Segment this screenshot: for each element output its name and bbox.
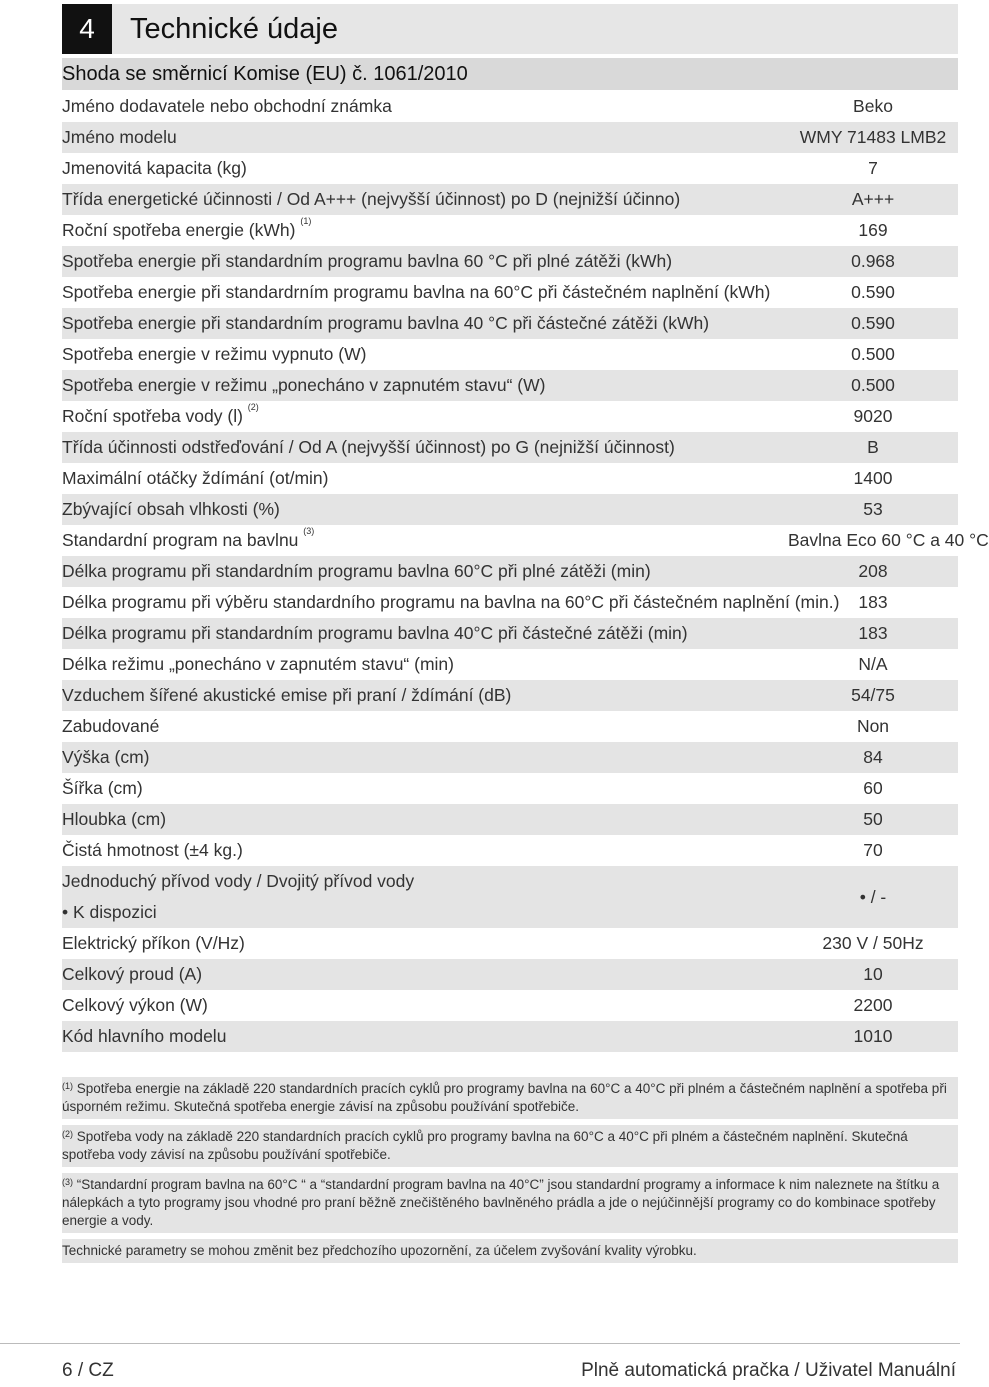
spec-label <box>62 370 762 401</box>
spec-label-text: Roční spotřeba vody (l) <box>62 406 243 426</box>
spec-label <box>62 246 762 277</box>
section-header <box>62 4 958 54</box>
spec-label-text: Celkový výkon (W) <box>62 995 208 1015</box>
footnote-ref: (1) <box>300 216 312 226</box>
spec-label-text: Délka režimu „ponecháno v zapnutém stavu“ (min) <box>62 654 454 674</box>
spec-value: 1400 <box>853 468 893 488</box>
spec-row <box>62 649 958 680</box>
spec-label-text: Čistá hmotnost (±4 kg.) <box>62 840 243 860</box>
spec-label-text: Spotřeba energie v režimu „ponecháno v zapnutém stavu“ (W) <box>62 375 546 395</box>
spec-label-text: Kód hlavního modelu <box>62 1026 227 1046</box>
spec-value: B <box>867 437 879 457</box>
spec-label <box>62 432 762 463</box>
spec-row <box>62 525 989 556</box>
spec-value: 54/75 <box>851 685 895 705</box>
spec-value: 208 <box>858 561 888 581</box>
compliance-heading <box>62 58 958 90</box>
spec-label-text: Spotřeba energie v režimu vypnuto (W) <box>62 344 367 364</box>
footnote-ref: (2) <box>247 402 259 412</box>
spec-value: 10 <box>863 964 883 984</box>
spec-value: 0.590 <box>851 313 895 333</box>
spec-label-text: Třída účinnosti odstřeďování / Od A (nejvyšší účinnost) po G (nejnižší účinnost) <box>62 437 675 457</box>
spec-label-text: Spotřeba energie při standardním programu bavlna 60 °C při plné zátěži (kWh) <box>62 251 673 271</box>
spec-value: 169 <box>858 220 888 240</box>
spec-label-text: Celkový proud (A) <box>62 964 203 984</box>
spec-label <box>62 463 762 494</box>
spec-value: N/A <box>858 654 888 674</box>
spec-value: A+++ <box>851 189 895 209</box>
spec-value: 0.590 <box>851 282 895 302</box>
footnote-marker: (1) <box>62 1081 73 1091</box>
footnote-marker: (2) <box>62 1129 73 1139</box>
spec-value: WMY 71483 LMB2 <box>799 127 947 147</box>
spec-label-text: Standardní program na bavlnu <box>62 530 299 550</box>
spec-label <box>62 773 762 804</box>
spec-row <box>62 959 958 990</box>
spec-label-subtext: • K dispozici <box>62 902 157 922</box>
spec-row <box>62 401 958 432</box>
page-number: 6 / CZ <box>62 1360 114 1381</box>
spec-row <box>62 587 958 618</box>
footnote-ref: (3) <box>303 526 315 536</box>
spec-row <box>62 742 958 773</box>
spec-row <box>62 1021 958 1052</box>
compliance-text: Shoda se směrnicí Komise (EU) č. 1061/2010 <box>62 63 468 85</box>
spec-row <box>62 184 958 215</box>
spec-label <box>62 494 762 525</box>
spec-table <box>62 91 989 1052</box>
spec-label-text: Hloubka (cm) <box>62 809 167 829</box>
spec-label-text: Délka programu při standardním programu bavlna 40°C při částečné zátěži (min) <box>62 623 688 643</box>
spec-label-text: Šířka (cm) <box>62 778 143 798</box>
spec-label-text: Elektrický příkon (V/Hz) <box>62 933 245 953</box>
spec-label-text: Třída energetické účinnosti / Od A+++ (nejvyšší účinnost) po D (nejnižší účinno) <box>62 189 681 209</box>
spec-row <box>62 339 958 370</box>
spec-label <box>62 122 762 153</box>
spec-label <box>62 742 762 773</box>
spec-row <box>62 122 958 153</box>
spec-row <box>62 804 958 835</box>
footer-divider <box>0 1343 960 1344</box>
spec-row <box>62 91 958 122</box>
spec-value: 0.500 <box>851 375 895 395</box>
spec-row <box>62 773 958 804</box>
spec-label-text: Délka programu při výběru standardního programu na bavlna na 60°C při částečném naplnění (min.) <box>62 592 840 612</box>
spec-label <box>62 91 762 122</box>
spec-label-text: Délka programu při standardním programu bavlna 60°C při plné zátěži (min) <box>62 561 651 581</box>
spec-row <box>62 835 958 866</box>
spec-value: 183 <box>858 623 888 643</box>
spec-label <box>62 928 762 959</box>
spec-row <box>62 277 958 308</box>
spec-label-text: Zabudované <box>62 716 160 736</box>
spec-label <box>62 339 762 370</box>
spec-label <box>62 959 762 990</box>
spec-row <box>62 370 958 401</box>
spec-value: Beko <box>853 96 893 116</box>
spec-label <box>62 153 762 184</box>
spec-row <box>62 680 958 711</box>
spec-label <box>62 990 762 1021</box>
spec-row <box>62 494 958 525</box>
spec-label-text: Jméno dodavatele nebo obchodní známka <box>62 96 392 116</box>
spec-label <box>62 866 762 928</box>
spec-row <box>62 246 958 277</box>
spec-value: Non <box>856 716 890 736</box>
footnote <box>62 1173 958 1233</box>
spec-row <box>62 463 958 494</box>
spec-row <box>62 618 958 649</box>
spec-row <box>62 308 958 339</box>
spec-value: Bavlna Eco 60 °C a 40 °C <box>788 530 989 550</box>
spec-label-text: Maximální otáčky ždímání (ot/min) <box>62 468 329 488</box>
footnote-marker: (3) <box>62 1177 73 1187</box>
spec-row <box>62 866 958 928</box>
spec-label <box>62 308 762 339</box>
spec-label <box>62 277 771 308</box>
spec-label-text: Zbývající obsah vlhkosti (%) <box>62 499 280 519</box>
disclaimer: Technické parametry se mohou změnit bez předchozího upozornění, za účelem zvyšování kvality výrobku. <box>62 1239 958 1263</box>
spec-label <box>62 556 762 587</box>
spec-label-text: Jednoduchý přívod vody / Dvojitý přívod vody <box>62 871 415 891</box>
spec-value: 230 V / 50Hz <box>822 933 924 953</box>
spec-row <box>62 556 958 587</box>
footnote-text: Spotřeba vody na základě 220 standardních pracích cyklů pro programy bavlna na 60°C a 40°C při plném a částečném naplnění. Skutečná spotřeba vody závisí na způsobu používání spotřebiče. <box>62 1129 908 1162</box>
section-title: Technické údaje <box>130 13 338 45</box>
spec-value: 1010 <box>853 1026 893 1046</box>
spec-label-text: Spotřeba energie při standardrním programu bavlna na 60°C při částečném naplnění (kWh) <box>62 282 771 302</box>
spec-label <box>62 618 762 649</box>
spec-row <box>62 215 958 246</box>
spec-label-text: Roční spotřeba energie (kWh) <box>62 220 296 240</box>
spec-row <box>62 928 958 959</box>
spec-row <box>62 432 958 463</box>
footnote-text: “Standardní program bavlna na 60°C “ a “standardní program bavlna na 40°C” jsou standardní programy a informace k nim naleznete na štítku a nálepkách a tyto programy jsou vhodné pro praní běžně znečištěného bavlněného prádla a jde o nejúčinnější programy co do kombinace spotřeby energie a vody. <box>62 1177 940 1228</box>
spec-label-text: Jméno modelu <box>62 127 177 147</box>
spec-value: 9020 <box>853 406 893 426</box>
spec-row <box>62 711 958 742</box>
spec-value: 70 <box>863 840 883 860</box>
spec-label-text: Výška (cm) <box>62 747 150 767</box>
spec-value: 0.968 <box>851 251 895 271</box>
footnotes <box>62 1077 958 1269</box>
spec-label <box>62 184 762 215</box>
spec-label-text: Jmenovitá kapacita (kg) <box>62 158 247 178</box>
spec-value: 183 <box>858 592 888 612</box>
spec-label <box>62 587 840 618</box>
spec-value: 7 <box>868 158 878 178</box>
spec-label <box>62 804 762 835</box>
spec-label <box>62 525 762 556</box>
spec-label <box>62 680 762 711</box>
spec-label <box>62 835 762 866</box>
spec-value: 53 <box>863 499 883 519</box>
spec-value: • / - <box>859 887 887 907</box>
spec-label <box>62 649 762 680</box>
spec-label <box>62 1021 762 1052</box>
spec-value: 0.500 <box>851 344 895 364</box>
section-number: 4 <box>62 4 112 54</box>
footer-product: Plně automatická pračka / Uživatel Manuální <box>581 1360 956 1381</box>
spec-label-text: Spotřeba energie při standardním programu bavlna 40 °C při částečné zátěži (kWh) <box>62 313 710 333</box>
spec-value: 84 <box>863 747 883 767</box>
spec-value: 60 <box>863 778 883 798</box>
spec-label <box>62 215 762 246</box>
spec-value: 2200 <box>853 995 893 1015</box>
footnote <box>62 1077 958 1119</box>
spec-value: 50 <box>863 809 883 829</box>
spec-label <box>62 401 762 432</box>
spec-row <box>62 153 958 184</box>
footnote-text: Spotřeba energie na základě 220 standardních pracích cyklů pro programy bavlna na 60°C a 40°C při plném a částečném naplnění a spotřeba při úsporném režimu. Skutečná spotřeba energie závisí na způsobu používání spotřebiče. <box>62 1081 947 1114</box>
spec-row <box>62 990 958 1021</box>
spec-label <box>62 711 762 742</box>
footnote <box>62 1125 958 1167</box>
spec-label-text: Vzduchem šířené akustické emise při praní / ždímání (dB) <box>62 685 512 705</box>
